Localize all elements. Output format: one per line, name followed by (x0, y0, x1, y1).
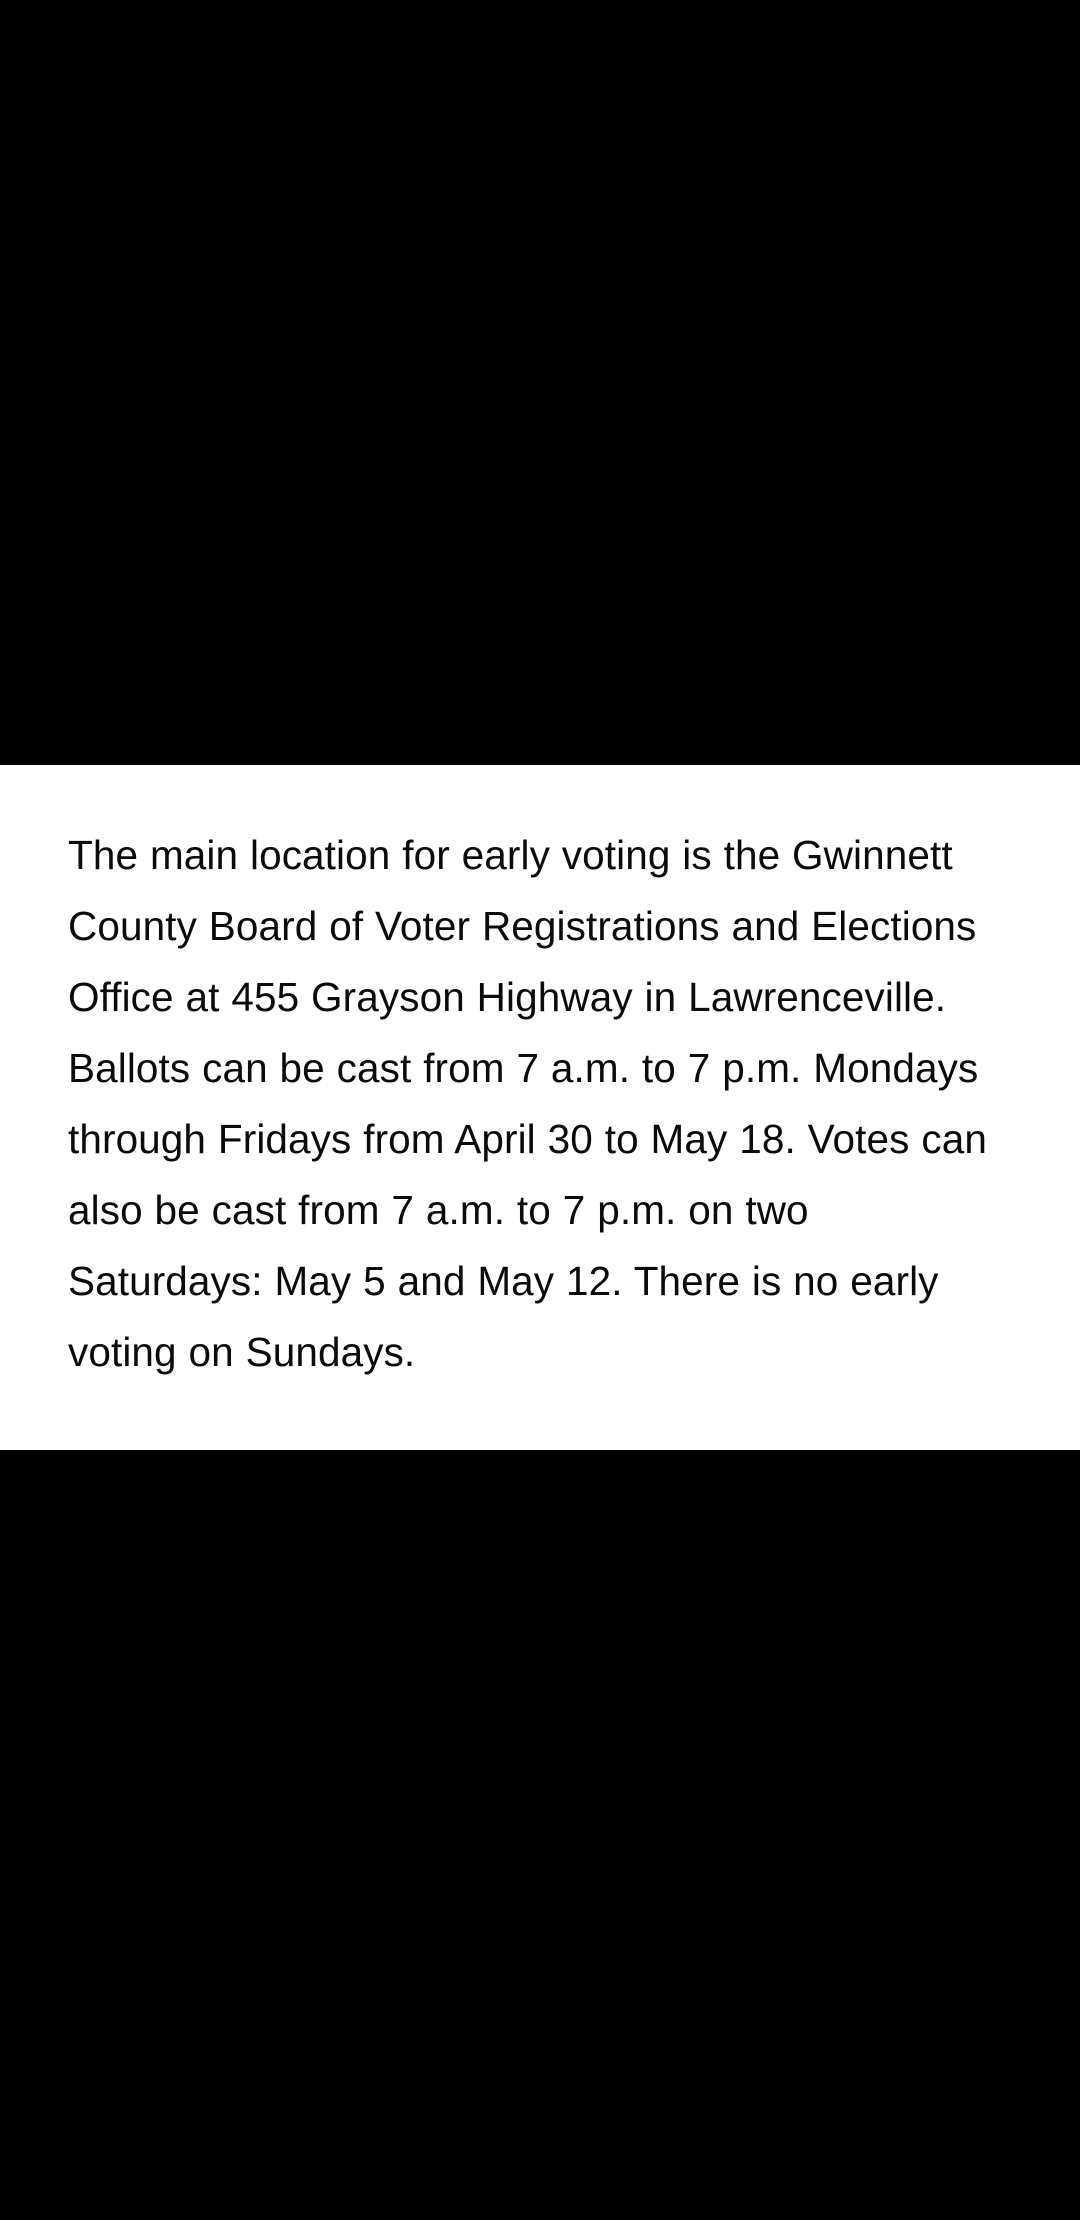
bottom-blank-region (0, 1450, 1080, 2220)
top-blank-region (0, 0, 1080, 765)
article-text-card (0, 765, 1080, 1450)
article-paragraph: The main location for early voting is the Gwinnett County Board of Voter Registrations and Elections Office at 455 Grayson Highway in Lawrenceville. Ballots can be cast from 7 a.m. to 7 p.m. Mondays through Fridays from April 30 to May 18. Votes can also be cast from 7 a.m. to 7 p.m. on two Saturdays: May 5 and May 12. There is no early voting on Sundays. (68, 832, 987, 1375)
